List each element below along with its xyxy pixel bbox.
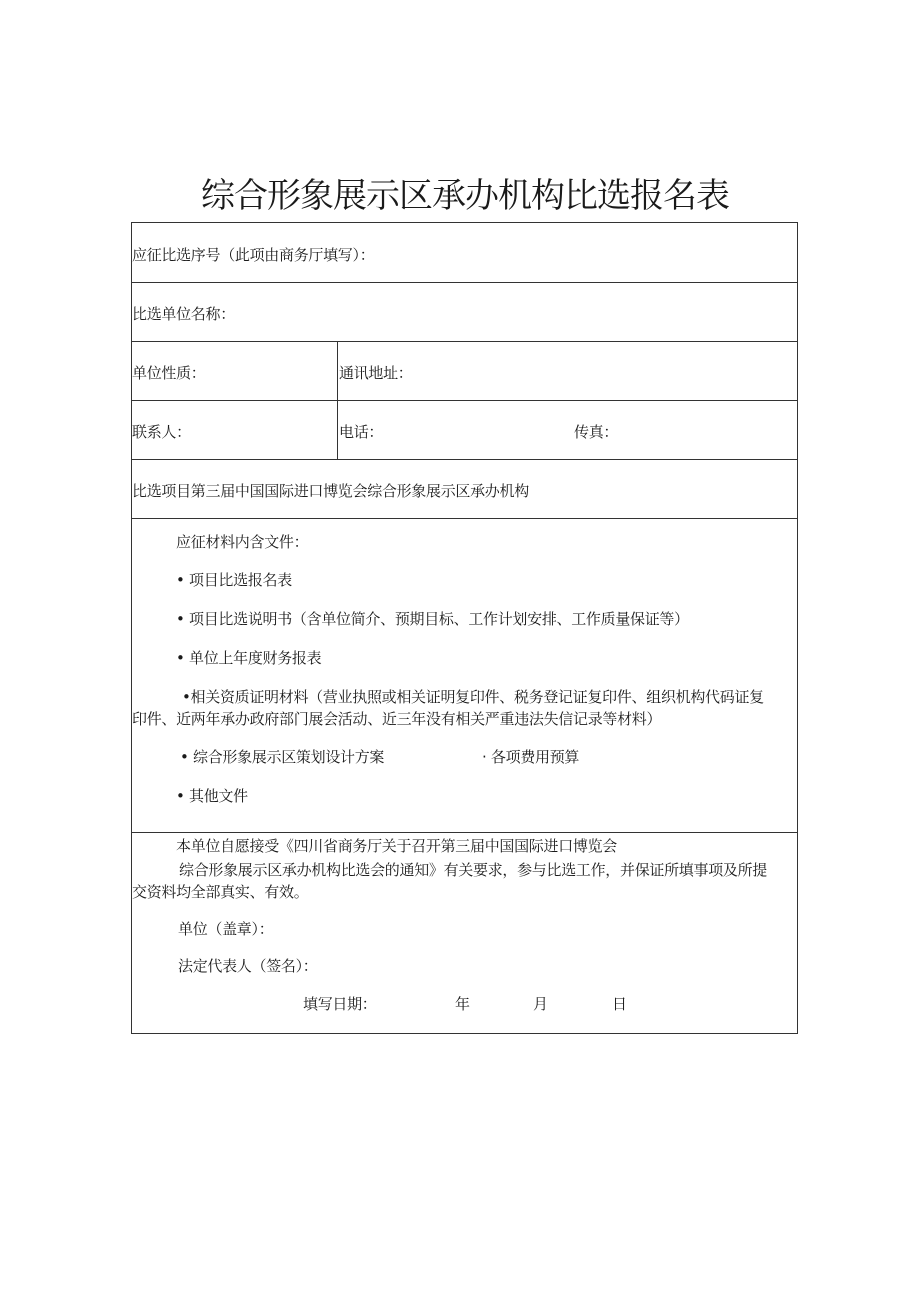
unit-name-label: 比选单位名称： xyxy=(132,305,235,323)
row-unit-name xyxy=(132,283,797,342)
column-divider xyxy=(337,342,338,400)
row-serial-number xyxy=(132,223,797,283)
address-label: 通讯地址： xyxy=(339,364,413,382)
declaration-line: 综合形象展示区承办机构比选会的通知》有关要求，参与比选工作，并保证所填事项及所提 xyxy=(179,861,768,879)
fax-label: 传真： xyxy=(574,423,619,441)
fill-date-label: 填写日期： xyxy=(303,995,377,1013)
materials-item: • 综合形象展示区策划设计方案 xyxy=(180,748,385,766)
materials-item: • 项目比选报名表 xyxy=(176,571,292,589)
project-label: 比选项目第三届中国国际进口博览会综合形象展示区承办机构 xyxy=(132,482,529,500)
serial-number-label: 应征比选序号（此项由商务厅填写）： xyxy=(132,246,375,264)
row-nature-address xyxy=(132,342,797,401)
registration-form-table xyxy=(131,222,798,1034)
legal-representative-label: 法定代表人（签名）： xyxy=(178,957,318,975)
phone-label: 电话： xyxy=(339,423,384,441)
row-materials xyxy=(132,519,797,833)
declaration-line: 本单位自愿接受《四川省商务厅关于召开第三届中国国际进口博览会 xyxy=(176,837,618,855)
date-month-label: 月 xyxy=(533,995,548,1013)
declaration-line: 交资料均全部真实、有效。 xyxy=(132,883,309,901)
form-title: 综合形象展示区承办机构比选报名表 xyxy=(201,176,729,216)
column-divider xyxy=(337,401,338,459)
row-declaration xyxy=(132,833,797,1033)
materials-item: •相关资质证明材料（营业执照或相关证明复印件、税务登记证复印件、组织机构代码证复 xyxy=(182,688,764,706)
materials-item: · 各项费用预算 xyxy=(482,748,580,766)
date-year-label: 年 xyxy=(455,995,470,1013)
date-day-label: 日 xyxy=(612,995,627,1013)
materials-item: • 其他文件 xyxy=(176,787,248,805)
materials-item: • 单位上年度财务报表 xyxy=(176,649,322,667)
unit-nature-label: 单位性质： xyxy=(132,364,206,382)
contact-label: 联系人： xyxy=(132,423,191,441)
row-contact-phone-fax xyxy=(132,401,797,460)
seal-label: 单位（盖章）： xyxy=(178,920,274,938)
materials-item: • 项目比选说明书（含单位简介、预期目标、工作计划安排、工作质量保证等） xyxy=(176,610,689,628)
materials-heading: 应征材料内含文件： xyxy=(176,533,309,551)
materials-item-continued: 印件、近两年承办政府部门展会活动、近三年没有相关严重违法失信记录等材料） xyxy=(132,710,662,728)
row-project xyxy=(132,460,797,519)
